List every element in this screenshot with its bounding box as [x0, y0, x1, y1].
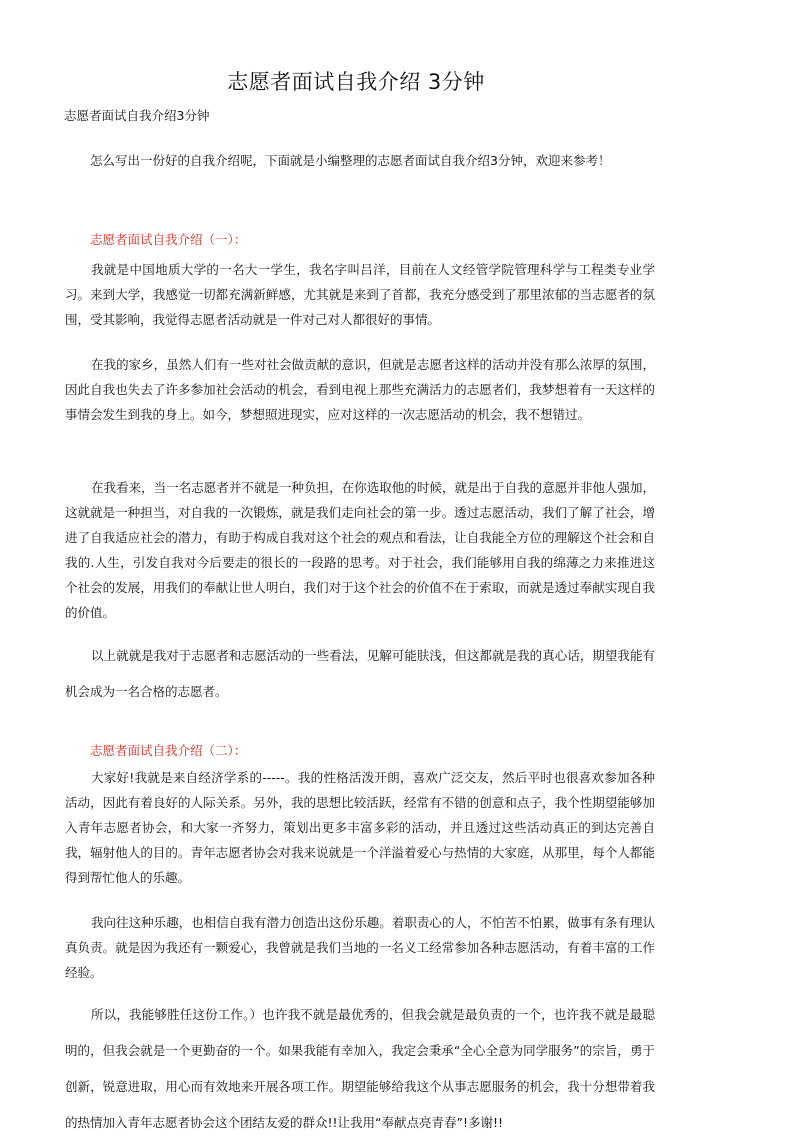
document-subtitle: 志愿者面试自我介绍3分钟 — [64, 108, 210, 123]
document-title: 志愿者面试自我介绍 3分钟 — [227, 70, 485, 94]
section-1-paragraph-3: 在我看来，当一名志愿者并不就是一种负担，在你选取他的时候，就是出于自我的意愿并非他人强加，这就就是一种担当，对自我的一次锻炼，就是我们走向社会的第一步。透过志愿活动，我们了解了社会，增进了自我适应社会的潜力，有助于构成自我对这个社会的观点和看法，让自我能全方位的理解这个社会和自我的.人生，引发自我对今后要走的很长的一段路的思考。对于社会，我们能够用自我的绵薄之力来推进这个社会的发展，用我们的奉献让世人明白，我们对于这个社会的价值不在于索取，而就是透过奉献实现自我的价值。 — [65, 480, 655, 620]
section-1-paragraph-2: 在我的家乡，虽然人们有一些对社会做贡献的意识，但就是志愿者这样的活动并没有那么浓厚的氛围，因此自我也失去了许多参加社会活动的机会，看到电视上那些充满活力的志愿者们，我梦想着有一天这样的事情会发生到我的身上。如今，梦想照进现实，应对这样的一次志愿活动的机会，我不想错过。 — [65, 357, 655, 422]
intro-text: 怎么写出一份好的自我介绍呢，下面就是小编整理的志愿者面试自我介绍3分钟，欢迎来参考！ — [90, 153, 611, 168]
section-1-paragraph-4: 以上就就是我对于志愿者和志愿活动的一些看法，见解可能肤浅，但这都就是我的真心话，期望我能有机会成为一名合格的志愿者。 — [65, 648, 655, 699]
section-1-paragraph-1: 我就是中国地质大学的一名大一学生，我名字叫吕洋，目前在人文经管学院管理科学与工程类专业学习。来到大学，我感觉一切都充满新鲜感，尤其就是来到了首都，我充分感受到了那里浓郁的当志愿者的氛围，受其影响，我觉得志愿者活动就是一件对己对人都很好的事情。 — [65, 262, 655, 327]
section-2-heading: 志愿者面试自我介绍（二）： — [90, 743, 247, 758]
section-1-heading: 志愿者面试自我介绍（一）： — [90, 232, 247, 247]
section-2-paragraph-1: 大家好!我就是来自经济学系的-----。我的性格活泼开朗，喜欢广泛交友，然后平时也很喜欢参加各种活动，因此有着良好的人际关系。另外，我的思想比较活跃，经常有不错的创意和点子，我个性期望能够加入青年志愿者协会，和大家一齐努力，策划出更多丰富多彩的活动，并且透过这些活动真正的到达完善自我，辐射他人的目的。青年志愿者协会对我来说就是一个洋溢着爱心与热情的大家庭，从那里，每个人都能得到帮忙他人的乐趣。 — [65, 770, 655, 885]
section-2-paragraph-3: 所以，我能够胜任这份工作。）也许我不就是最优秀的，但我会就是最负责的一个，也许我不就是最聪明的，但我会就是一个更勤奋的一个。如果我能有幸加入，我定会秉承“全心全意为同学服务”的宗旨，勇于创新，锐意进取，用心而有效地来开展各项工作。期望能够给我这个从事志愿服务的机会，我十分想带着我的热情加入青年志愿者协会这个团结友爱的群众!!让我用“奉献点亮青春”!多谢!! — [65, 1007, 655, 1130]
section-2-paragraph-2: 我向往这种乐趣，也相信自我有潜力创造出这份乐趣。着职责心的人，不怕苦不怕累，做事有条有理认真负责。就是因为我还有一颗爱心，我曾就是我们当地的一名义工经常参加各种志愿活动，有着丰富的工作经验。 — [65, 915, 655, 980]
